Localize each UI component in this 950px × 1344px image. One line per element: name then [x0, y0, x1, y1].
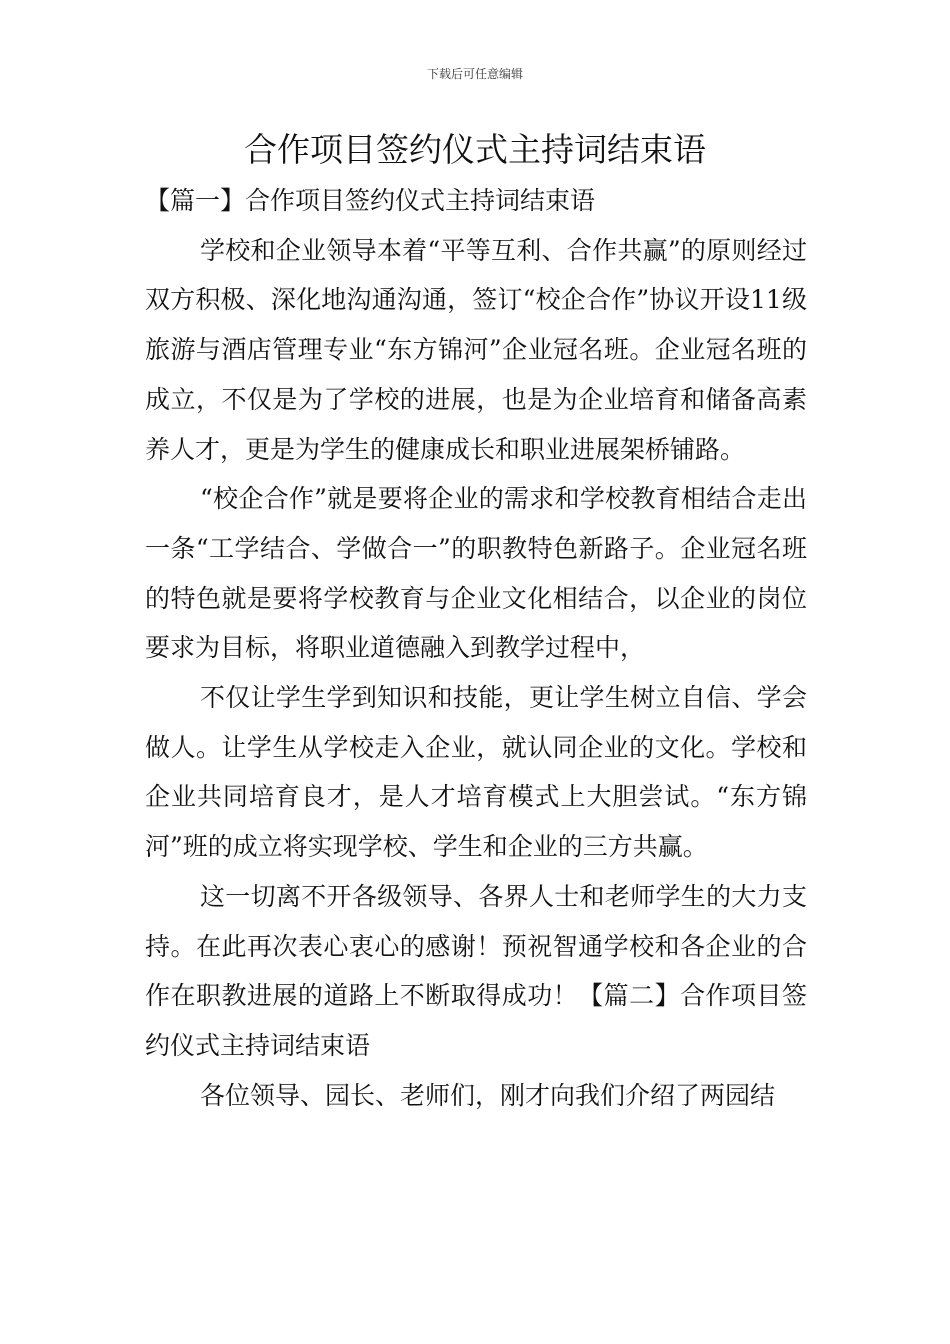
- document-body: [145, 176, 807, 1120]
- document-title: 合作项目签约仪式主持词结束语: [244, 130, 706, 169]
- paragraph: 各位领导、园长、老师们，刚才向我们介绍了两园结: [200, 1080, 776, 1110]
- section-heading: 【篇一】合作项目签约仪式主持词结束语: [145, 186, 596, 215]
- paragraph: 学校和企业领导本着“平等互利、合作共赢”的原则经过双方积极、深化地沟通沟通，签订“校企合作”协议开设11级旅游与酒店管理专业“东方锦河”企业冠名班。企业冠名班的成立，不仅是为了学校的进展，也是为企业培育和储备高素养人才，更是为学生的健康成长和职业进展架桥铺路。: [145, 235, 807, 464]
- paragraph: “校企合作”就是要将企业的需求和学校教育相结合走出一条“工学结合、学做合一”的职教特色新路子。企业冠名班的特色就是要将学校教育与企业文化相结合，以企业的岗位要求为目标，将职业道德融入到教学过程中，: [145, 484, 807, 663]
- paragraph: 不仅让学生学到知识和技能，更让学生树立自信、学会做人。让学生从学校走入企业，就认同企业的文化。学校和企业共同培育良才，是人才培育模式上大胆尝试。“东方锦河”班的成立将实现学校、学生和企业的三方共赢。: [145, 683, 807, 862]
- header-note: 下载后可任意编辑: [426, 67, 523, 81]
- paragraph: 这一切离不开各级领导、各界人士和老师学生的大力支持。在此再次表心衷心的感谢！预祝智通学校和各企业的合作在职教进展的道路上不断取得成功！【篇二】合作项目签约仪式主持词结束语: [145, 881, 807, 1060]
